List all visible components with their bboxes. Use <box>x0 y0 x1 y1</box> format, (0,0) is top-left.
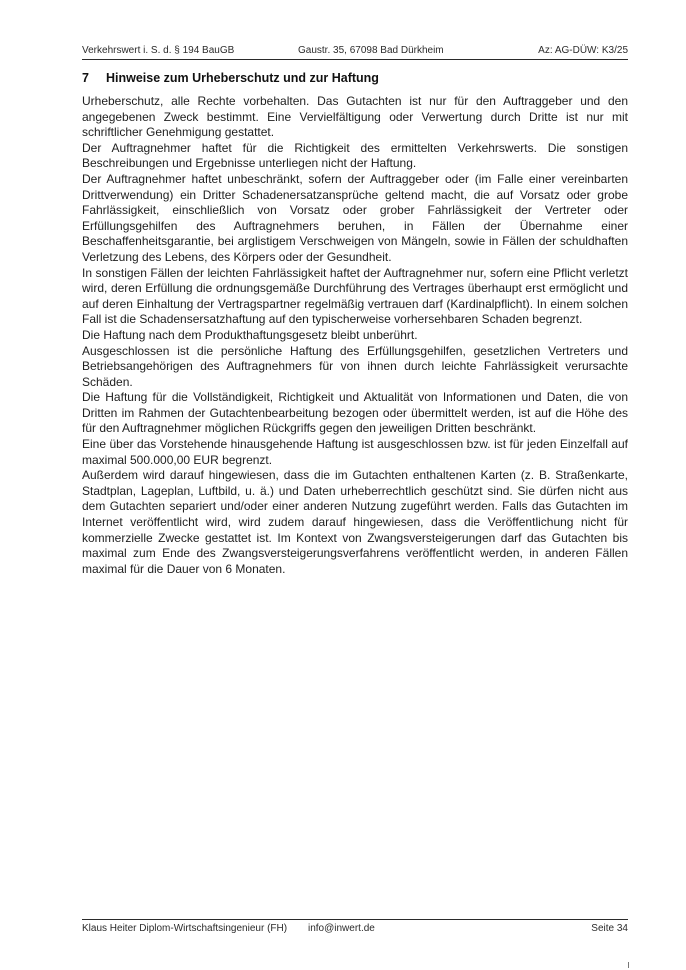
section-heading <box>82 70 628 86</box>
paragraph-copyright: Urheberschutz, alle Rechte vorbehalten. Das Gutachten ist nur für den Auftraggeber und den angegebenen Zweck bestimmt. Eine Vervielfältigung oder Verwertung durch Dritte ist nur mit schriftlicher Genehmigung gestattet. <box>82 94 628 140</box>
paragraph-valuation-liability: Der Auftragnehmer haftet für die Richtigkeit des ermittelten Verkehrswerts. Die sonstigen Beschreibungen und Ergebnisse unterliegen nicht der Haftung. <box>82 140 628 171</box>
paragraph-personal-liability-exclusion: Ausgeschlossen ist die persönliche Haftung des Erfüllungsgehilfen, gesetzlichen Vertreters und Betriebsangehörigen des Auftragnehmers für von ihnen durch leichte Fahrlässigkeit verursachte Schäden. <box>82 343 628 389</box>
footer-author: Klaus Heiter Diplom-Wirtschaftsingenieur (FH) <box>82 923 288 934</box>
section-title-text: Hinweise zum Urheberschutz und zur Haftung <box>106 71 379 85</box>
paragraph-map-copyright: Außerdem wird darauf hingewiesen, dass die im Gutachten enthaltenen Karten (z. B. Straßenkarte, Stadtplan, Lageplan, Luftbild, u. ä.) und Daten urheberrechtlich geschützt sind. Sie dürfen nicht aus dem Gutachten separiert und/oder einer anderen Nutzung zugeführt werden. Falls das Gutachten im Internet veröffentlicht wird, wird zudem darauf hingewiesen, dass die Veröffentlichung nicht für kommerzielle Zwecke gestattet ist. Im Kontext von Zwangsversteigerungen darf das Gutachten bis maximal zum Ende des Zwangsversteigerungsverfahrens veröffentlicht werden, in anderen Fällen maximal für die Dauer von 6 Monaten. <box>82 468 628 576</box>
paragraph-unlimited-liability: Der Auftragnehmer haftet unbeschränkt, sofern der Auftraggeber oder (im Falle einer vereinbarten Drittverwendung) ein Dritter Schadenersatzansprüche geltend macht, die auf Vorsatz oder grobe Fahrlässigkeit, einschließlich von Vorsatz oder grober Fahrlässigkeit der Vertreter oder Erfüllungsgehilfen des Auftragnehmers beruhen, in Fällen der Übernahme einer Beschaffenheitsgarantie, bei arglistigem Verschweigen von Mängeln, sowie in Fällen der schuldhaften Verletzung des Lebens, des Körpers oder der Gesundheit. <box>82 171 628 264</box>
header-file-reference: Az: AG-DÜW: K3/25 <box>538 45 628 56</box>
scan-edge-mark <box>628 962 629 968</box>
paragraph-product-liability: Die Haftung nach dem Produkthaftungsgesetz bleibt unberührt. <box>82 327 418 342</box>
footer-page-number: Seite 34 <box>591 923 628 934</box>
footer-email: info@inwert.de <box>308 923 375 934</box>
section-number: 7 <box>82 71 89 85</box>
page-header <box>82 43 628 60</box>
paragraph-liability-cap: Eine über das Vorstehende hinausgehende Haftung ist ausgeschlossen bzw. ist für jeden Einzelfall auf maximal 500.000,00 EUR begrenzt. <box>82 437 628 467</box>
page-footer <box>82 919 628 934</box>
paragraph-third-party-data: Die Haftung für die Vollständigkeit, Richtigkeit und Aktualität von Informationen und Daten, die von Dritten im Rahmen der Gutachtenbearbeitung bezogen oder übermittelt werden, ist auf die Höhe des für den Auftragnehmer möglichen Rückgriffs gegen den jeweiligen Dritten beschränkt. <box>82 390 628 436</box>
section-body <box>82 94 628 577</box>
header-valuation-basis: Verkehrswert i. S. d. § 194 BauGB <box>82 45 235 56</box>
header-property-address: Gaustr. 35, 67098 Bad Dürkheim <box>298 45 444 56</box>
paragraph-slight-negligence: In sonstigen Fällen der leichten Fahrlässigkeit haftet der Auftragnehmer nur, sofern eine Pflicht verletzt wird, deren Erfüllung die ordnungsgemäße Durchführung des Vertrages überhaupt erst ermöglicht und auf deren Einhaltung der Vertragspartner regelmäßig vertrauen darf (Kardinalpflicht). In einem solchen Fall ist die Schadensersatzhaftung auf den typischerweise vorhersehbaren Schaden begrenzt. <box>82 265 628 327</box>
